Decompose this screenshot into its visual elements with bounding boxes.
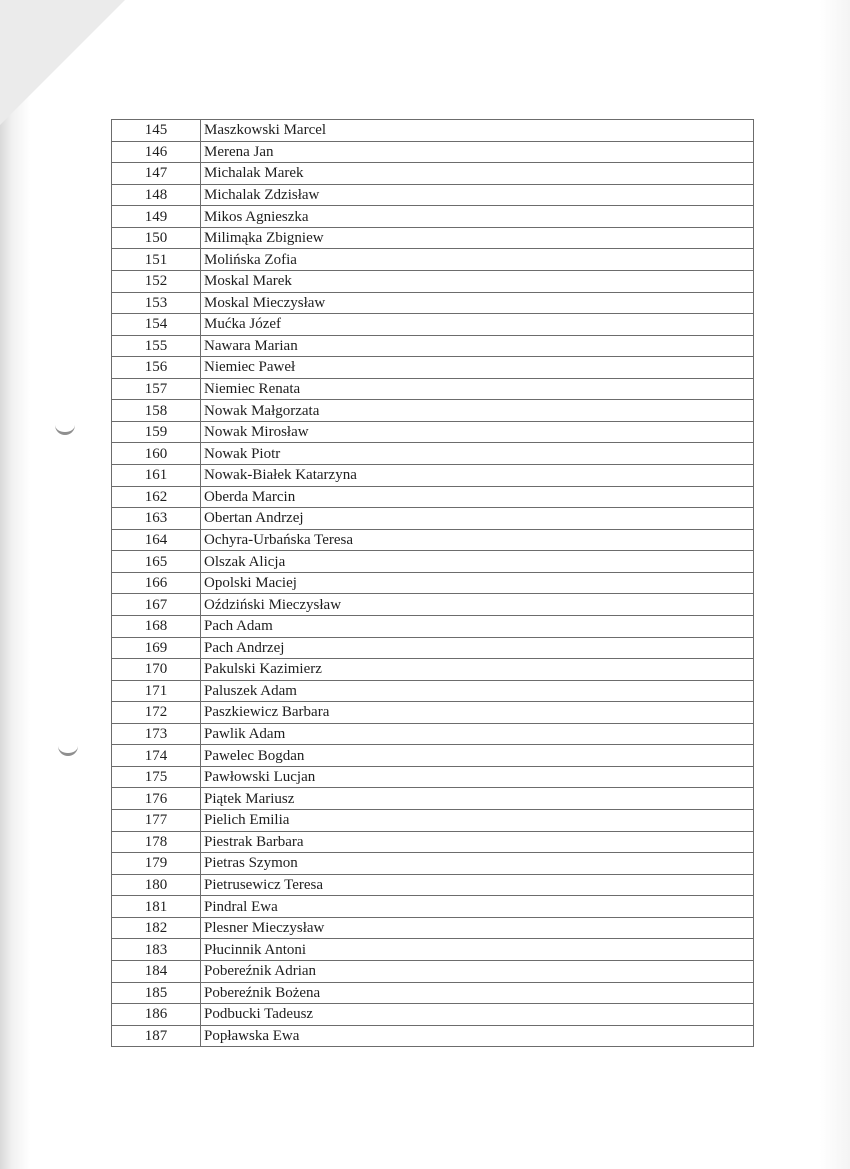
person-name: Pawłowski Lucjan — [201, 766, 754, 788]
row-number: 154 — [112, 314, 201, 336]
person-name: Plesner Mieczysław — [201, 917, 754, 939]
row-number: 146 — [112, 141, 201, 163]
table-row — [112, 249, 754, 271]
row-number: 148 — [112, 184, 201, 206]
person-name: Moskal Marek — [201, 270, 754, 292]
row-number: 168 — [112, 615, 201, 637]
name-list-table — [111, 119, 754, 1047]
row-number: 161 — [112, 465, 201, 487]
table-row — [112, 184, 754, 206]
row-number: 186 — [112, 1004, 201, 1026]
row-number: 182 — [112, 917, 201, 939]
table-row — [112, 896, 754, 918]
person-name: Niemiec Paweł — [201, 357, 754, 379]
table-row — [112, 680, 754, 702]
row-number: 153 — [112, 292, 201, 314]
row-number: 145 — [112, 120, 201, 142]
table-row — [112, 465, 754, 487]
row-number: 180 — [112, 874, 201, 896]
person-name: Pietrusewicz Teresa — [201, 874, 754, 896]
row-number: 165 — [112, 551, 201, 573]
person-name: Maszkowski Marcel — [201, 120, 754, 142]
person-name: Pakulski Kazimierz — [201, 659, 754, 681]
table-row — [112, 314, 754, 336]
table-row — [112, 529, 754, 551]
row-number: 178 — [112, 831, 201, 853]
person-name: Pobereźnik Adrian — [201, 960, 754, 982]
table-row — [112, 982, 754, 1004]
person-name: Pach Andrzej — [201, 637, 754, 659]
table-row — [112, 400, 754, 422]
table-row — [112, 421, 754, 443]
table-row — [112, 702, 754, 724]
table-row — [112, 853, 754, 875]
table-row — [112, 206, 754, 228]
table-row — [112, 292, 754, 314]
table-row — [112, 572, 754, 594]
table-row — [112, 745, 754, 767]
table-row — [112, 659, 754, 681]
row-number: 174 — [112, 745, 201, 767]
table-row — [112, 163, 754, 185]
person-name: Olszak Alicja — [201, 551, 754, 573]
person-name: Nowak-Białek Katarzyna — [201, 465, 754, 487]
person-name: Mućka Józef — [201, 314, 754, 336]
person-name: Opolski Maciej — [201, 572, 754, 594]
table-row — [112, 227, 754, 249]
row-number: 185 — [112, 982, 201, 1004]
row-number: 149 — [112, 206, 201, 228]
table-row — [112, 594, 754, 616]
row-number: 158 — [112, 400, 201, 422]
table-row — [112, 766, 754, 788]
row-number: 157 — [112, 378, 201, 400]
table-row — [112, 335, 754, 357]
person-name: Pobereźnik Bożena — [201, 982, 754, 1004]
row-number: 166 — [112, 572, 201, 594]
folded-corner — [0, 0, 125, 125]
row-number: 181 — [112, 896, 201, 918]
table-row — [112, 637, 754, 659]
person-name: Pietras Szymon — [201, 853, 754, 875]
table-row — [112, 917, 754, 939]
person-name: Paszkiewicz Barbara — [201, 702, 754, 724]
person-name: Płucinnik Antoni — [201, 939, 754, 961]
row-number: 150 — [112, 227, 201, 249]
row-number: 151 — [112, 249, 201, 271]
person-name: Nowak Mirosław — [201, 421, 754, 443]
person-name: Nowak Małgorzata — [201, 400, 754, 422]
row-number: 163 — [112, 508, 201, 530]
table-row — [112, 939, 754, 961]
row-number: 184 — [112, 960, 201, 982]
table-row — [112, 831, 754, 853]
table-row — [112, 1025, 754, 1047]
person-name: Nawara Marian — [201, 335, 754, 357]
row-number: 160 — [112, 443, 201, 465]
person-name: Oździński Mieczysław — [201, 594, 754, 616]
person-name: Moskal Mieczysław — [201, 292, 754, 314]
person-name: Oberda Marcin — [201, 486, 754, 508]
person-name: Piątek Mariusz — [201, 788, 754, 810]
person-name: Nowak Piotr — [201, 443, 754, 465]
row-number: 172 — [112, 702, 201, 724]
row-number: 179 — [112, 853, 201, 875]
table-row — [112, 120, 754, 142]
row-number: 152 — [112, 270, 201, 292]
row-number: 173 — [112, 723, 201, 745]
table-row — [112, 443, 754, 465]
row-number: 164 — [112, 529, 201, 551]
person-name: Michalak Marek — [201, 163, 754, 185]
person-name: Obertan Andrzej — [201, 508, 754, 530]
table-row — [112, 378, 754, 400]
table-row — [112, 508, 754, 530]
table-row — [112, 723, 754, 745]
row-number: 176 — [112, 788, 201, 810]
table-row — [112, 615, 754, 637]
person-name: Merena Jan — [201, 141, 754, 163]
person-name: Pach Adam — [201, 615, 754, 637]
person-name: Podbucki Tadeusz — [201, 1004, 754, 1026]
person-name: Pawlik Adam — [201, 723, 754, 745]
row-number: 169 — [112, 637, 201, 659]
table-row — [112, 486, 754, 508]
row-number: 177 — [112, 810, 201, 832]
person-name: Piestrak Barbara — [201, 831, 754, 853]
table-row — [112, 810, 754, 832]
person-name: Pawelec Bogdan — [201, 745, 754, 767]
person-name: Molińska Zofia — [201, 249, 754, 271]
person-name: Paluszek Adam — [201, 680, 754, 702]
person-name: Milimąka Zbigniew — [201, 227, 754, 249]
table-row — [112, 960, 754, 982]
table-row — [112, 357, 754, 379]
row-number: 171 — [112, 680, 201, 702]
table-row — [112, 874, 754, 896]
person-name: Ochyra-Urbańska Teresa — [201, 529, 754, 551]
person-name: Mikos Agnieszka — [201, 206, 754, 228]
table-row — [112, 270, 754, 292]
row-number: 159 — [112, 421, 201, 443]
row-number: 155 — [112, 335, 201, 357]
table-row — [112, 788, 754, 810]
row-number: 187 — [112, 1025, 201, 1047]
name-list-body — [112, 120, 754, 1047]
table-row — [112, 141, 754, 163]
row-number: 162 — [112, 486, 201, 508]
row-number: 167 — [112, 594, 201, 616]
person-name: Popławska Ewa — [201, 1025, 754, 1047]
row-number: 175 — [112, 766, 201, 788]
person-name: Niemiec Renata — [201, 378, 754, 400]
row-number: 147 — [112, 163, 201, 185]
person-name: Pindral Ewa — [201, 896, 754, 918]
row-number: 156 — [112, 357, 201, 379]
person-name: Michalak Zdzisław — [201, 184, 754, 206]
person-name: Pielich Emilia — [201, 810, 754, 832]
table-row — [112, 1004, 754, 1026]
row-number: 183 — [112, 939, 201, 961]
row-number: 170 — [112, 659, 201, 681]
table-row — [112, 551, 754, 573]
